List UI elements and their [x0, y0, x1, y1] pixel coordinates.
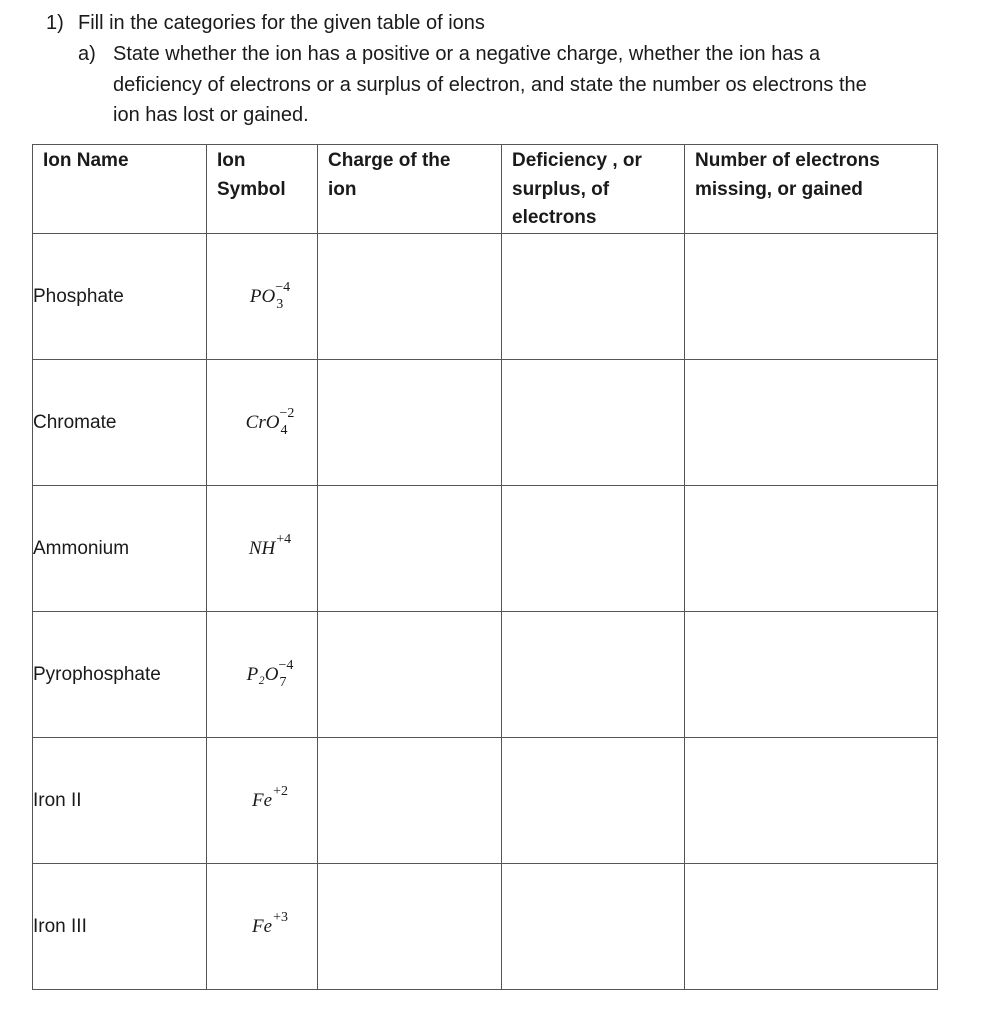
ion-symbol-base: P₂O [246, 663, 279, 685]
ion-symbol-cell [207, 234, 318, 360]
subquestion-label: a) [78, 43, 96, 65]
subquestion-line-1: State whether the ion has a positive or a negative charge, whether the ion has a [113, 43, 821, 65]
ion-symbol [234, 279, 291, 312]
header-deficiency-line-2: surplus, of [512, 178, 610, 200]
ion-symbol-base: Fe [252, 789, 273, 811]
header-charge-line-1: Charge of the [328, 150, 451, 171]
ion-name-cell: Chromate [33, 360, 207, 486]
electron-count-answer-cell[interactable] [685, 360, 938, 486]
header-ion-name [33, 145, 207, 234]
header-deficiency-surplus [502, 145, 685, 234]
ion-symbol-subscript: 4 [280, 422, 288, 438]
table-row [33, 360, 938, 486]
subquestion-line-2: deficiency of electrons or a surplus of electron, and state the number os electrons the [113, 73, 867, 96]
header-electron-count-line-2: missing, or gained [695, 178, 863, 200]
ion-name-cell: Iron II [33, 738, 207, 864]
subquestion-a [78, 39, 938, 131]
deficiency-answer-cell[interactable] [502, 738, 685, 864]
electron-count-answer-cell[interactable] [685, 864, 938, 990]
charge-answer-cell[interactable] [318, 234, 502, 360]
ions-table [32, 144, 938, 990]
ion-symbol [236, 783, 288, 812]
ion-name-cell: Pyrophosphate [33, 612, 207, 738]
ion-name-cell: Ammonium [33, 486, 207, 612]
deficiency-answer-cell[interactable] [502, 612, 685, 738]
ion-symbol-cell [207, 360, 318, 486]
header-deficiency-line-3: electrons [512, 207, 597, 228]
ion-symbol-cell [207, 864, 318, 990]
header-ion-name-line-1: Ion Name [43, 150, 129, 171]
charge-answer-cell[interactable] [318, 864, 502, 990]
ion-symbol-charge: +2 [273, 783, 288, 799]
charge-answer-cell[interactable] [318, 486, 502, 612]
subquestion-line-3: ion has lost or gained. [113, 104, 309, 126]
header-row [33, 145, 938, 234]
ion-symbol [236, 909, 288, 938]
electron-count-answer-cell[interactable] [685, 486, 938, 612]
ion-name-cell: Phosphate [33, 234, 207, 360]
table-row [33, 864, 938, 990]
ion-name-cell: Iron III [33, 864, 207, 990]
question-text: Fill in the categories for the given table of ions [78, 12, 485, 34]
ion-symbol [231, 657, 294, 690]
electron-count-answer-cell[interactable] [685, 738, 938, 864]
deficiency-answer-cell[interactable] [502, 486, 685, 612]
header-electron-count-line-1: Number of electrons [695, 150, 880, 171]
ion-symbol-base: CrO [245, 411, 280, 433]
table-row [33, 738, 938, 864]
header-ion-symbol-line-1: Ion [217, 150, 246, 171]
electron-count-answer-cell[interactable] [685, 234, 938, 360]
question-number: 1) [46, 12, 64, 34]
ion-symbol [233, 531, 292, 560]
question-1 [46, 9, 485, 37]
ion-symbol-base: Fe [252, 915, 273, 937]
header-ion-symbol [207, 145, 318, 234]
ion-symbol-subscript: 3 [276, 296, 284, 312]
charge-answer-cell[interactable] [318, 738, 502, 864]
ion-symbol-charge: +3 [273, 909, 288, 925]
header-ion-symbol-line-2: Symbol [217, 178, 286, 200]
ion-symbol-charge: −4 [275, 279, 291, 295]
ion-symbol-cell [207, 612, 318, 738]
charge-answer-cell[interactable] [318, 612, 502, 738]
deficiency-answer-cell[interactable] [502, 234, 685, 360]
ion-symbol-charge: −2 [279, 405, 295, 421]
ion-symbol-subscript: 7 [279, 674, 287, 690]
ion-symbol-charge: −4 [278, 657, 294, 673]
header-charge-line-2: ion [328, 178, 357, 200]
ion-symbol-cell [207, 486, 318, 612]
ion-symbol-base: PO [249, 285, 276, 307]
table-row [33, 612, 938, 738]
header-deficiency-line-1: Deficiency , or [512, 150, 642, 171]
ion-symbol-base: NH [248, 537, 276, 559]
header-charge [318, 145, 502, 234]
ion-symbol-cell [207, 738, 318, 864]
header-electron-count [685, 145, 938, 234]
ion-symbol-charge: +4 [276, 531, 292, 547]
table-row [33, 234, 938, 360]
charge-answer-cell[interactable] [318, 360, 502, 486]
ion-symbol [230, 405, 295, 438]
electron-count-answer-cell[interactable] [685, 612, 938, 738]
table-row [33, 486, 938, 612]
deficiency-answer-cell[interactable] [502, 864, 685, 990]
deficiency-answer-cell[interactable] [502, 360, 685, 486]
